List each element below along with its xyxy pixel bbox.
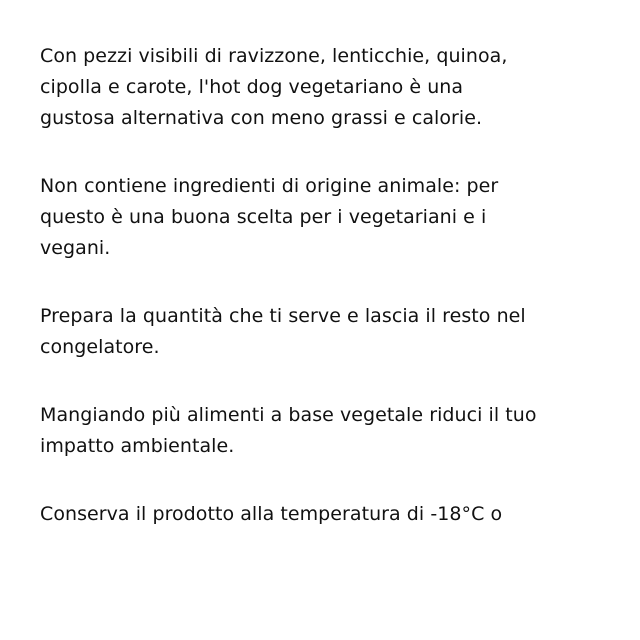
paragraph-line: Prepara la quantità che ti serve e lascia il resto nel <box>40 305 526 327</box>
description-paragraph-storage <box>40 499 620 530</box>
paragraph-line: vegani. <box>40 237 111 259</box>
paragraph-line: questo è una buona scelta per i vegetariani e i <box>40 206 487 228</box>
product-description <box>40 0 620 567</box>
paragraph-line: Mangiando più alimenti a base vegetale riduci il tuo <box>40 404 537 426</box>
description-paragraph-ingredients <box>40 41 620 134</box>
description-paragraph-portion <box>40 301 620 363</box>
paragraph-line: cipolla e carote, l'hot dog vegetariano è una <box>40 76 464 98</box>
description-paragraph-environment <box>40 400 620 462</box>
paragraph-line: Conserva il prodotto alla temperatura di -18°C o <box>40 503 503 525</box>
paragraph-line <box>40 0 620 4</box>
paragraph-line: congelatore. <box>40 336 160 358</box>
description-paragraph-vegan <box>40 171 620 264</box>
paragraph-line: gustosa alternativa con meno grassi e calorie. <box>40 107 483 129</box>
paragraph-line: Con pezzi visibili di ravizzone, lenticchie, quinoa, <box>40 45 508 67</box>
description-paragraph-intro <box>40 0 620 4</box>
paragraph-line: impatto ambientale. <box>40 435 235 457</box>
paragraph-line: Non contiene ingredienti di origine animale: per <box>40 175 499 197</box>
